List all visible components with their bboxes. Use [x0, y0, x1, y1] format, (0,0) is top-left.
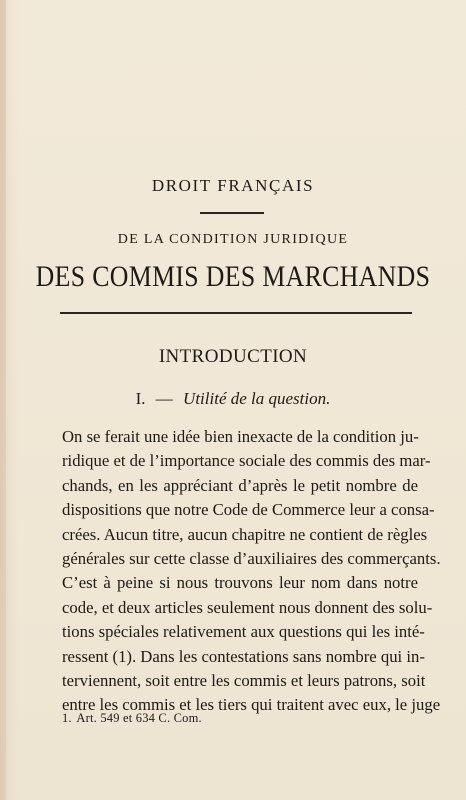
footnote-text: Art. 549 et 634 C. Com.: [76, 711, 202, 725]
body-line: chands, en les appréciant d’après le petit nombre de: [62, 475, 418, 495]
body-line: On se ferait une idée bien inexacte de la condition ju-: [62, 427, 419, 446]
short-rule: [200, 212, 264, 214]
body-line: générales sur cette classe d’auxiliaires des commerçants.: [62, 549, 441, 569]
body-line: ridique et de l’importance sociale des commis des mar-: [62, 451, 431, 471]
section-heading: INTRODUCTION: [158, 346, 308, 367]
subsection-number: I.: [135, 389, 146, 408]
body-paragraph: [62, 425, 441, 718]
body-line: code, et deux articles seulement nous donnent des solu-: [62, 597, 433, 617]
subtitle: DE LA CONDITION JURIDIQUE: [117, 232, 349, 247]
subsection-heading: [0, 389, 466, 409]
series-title: DROIT FRANÇAIS: [151, 176, 315, 195]
footnote-mark: 1.: [62, 711, 72, 725]
body-line: entre les commis et les tiers qui traitent avec eux, le juge: [62, 695, 441, 715]
footnote: [62, 711, 202, 726]
subsection-dash: —: [155, 389, 173, 408]
body-line: ressent (1). Dans les contestations sans nombre qui in-: [62, 646, 425, 666]
body-line: dispositions que notre Code de Commerce leur a consa-: [62, 500, 435, 520]
body-line: crées. Aucun titre, aucun chapitre ne contient de règles: [62, 524, 428, 544]
subsection-title: Utilité de la question.: [183, 389, 331, 408]
body-line: tions spéciales relativement aux questions qui les inté-: [62, 622, 425, 642]
body-line: terviennent, soit entre les commis et leurs patrons, soit: [62, 671, 426, 691]
main-title: DES COMMIS DES MARCHANDS: [35, 260, 431, 293]
long-rule: [60, 312, 412, 314]
body-line: C’est à peine si nous trouvons leur nom dans notre: [62, 573, 418, 593]
